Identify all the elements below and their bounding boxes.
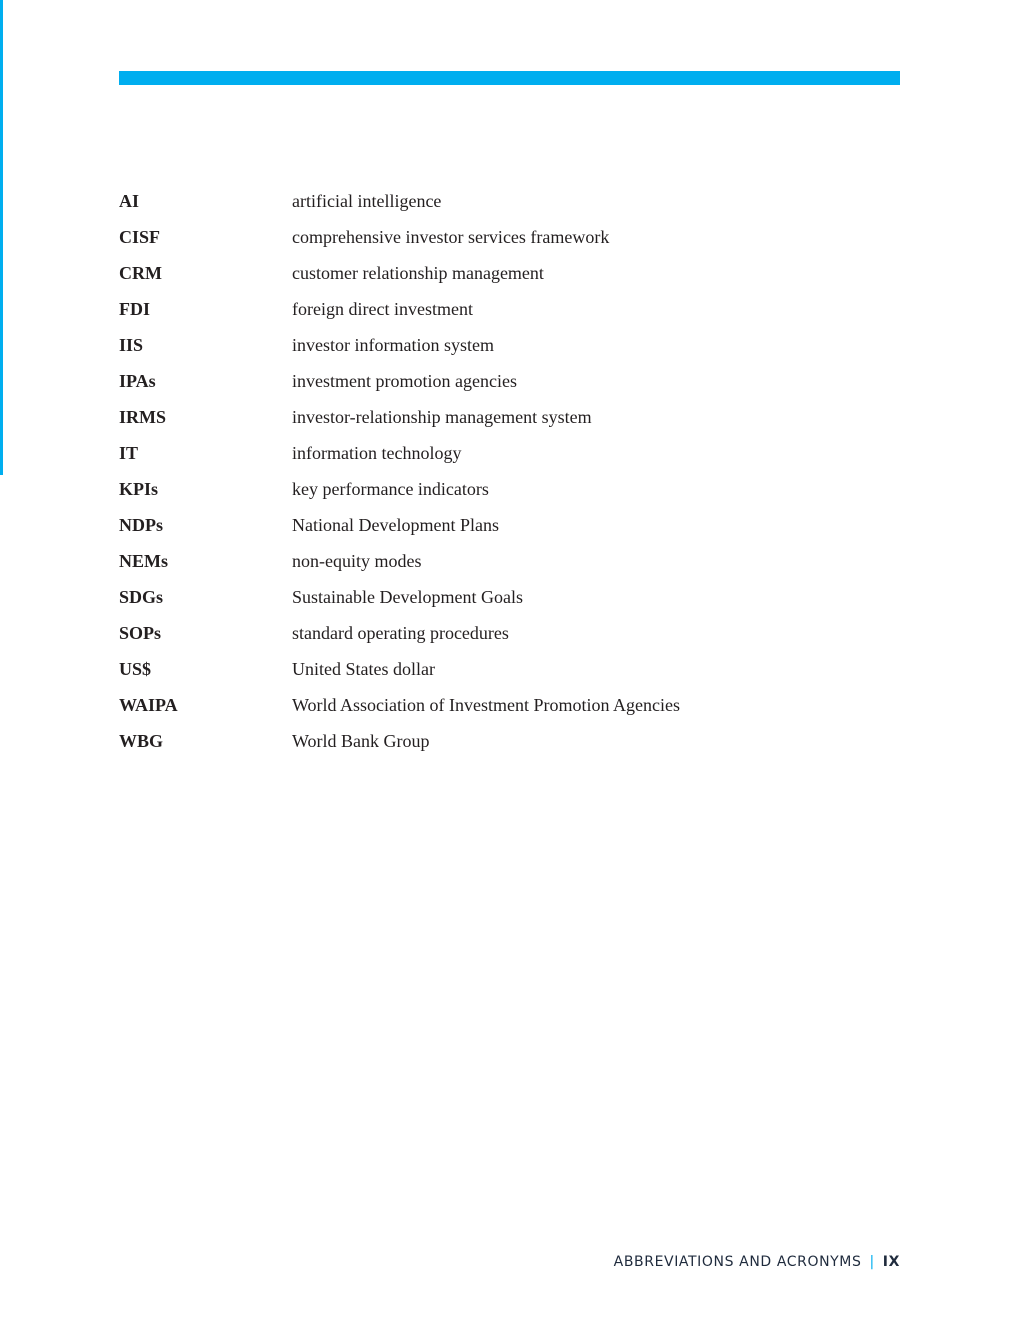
acronym-term: NEMs: [119, 551, 168, 571]
acronym-term: SOPs: [119, 623, 162, 643]
acronym-definition: United States dollar: [292, 659, 435, 679]
acronym-row: [119, 366, 900, 402]
acronym-term: WBG: [119, 731, 164, 751]
page-footer: [614, 1254, 900, 1270]
acronym-definition: Sustainable Development Goals: [292, 587, 523, 607]
acronym-definition: non-equity modes: [292, 551, 422, 571]
acronym-term: IPAs: [119, 371, 156, 391]
acronym-row: [119, 726, 900, 762]
acronym-row: [119, 654, 900, 690]
acronym-definition: information technology: [292, 443, 462, 463]
acronym-definition: investment promotion agencies: [292, 371, 517, 391]
acronym-row: [119, 474, 900, 510]
acronym-definition: customer relationship management: [292, 263, 544, 283]
acronym-row: [119, 402, 900, 438]
acronym-row: [119, 546, 900, 582]
acronym-term: CISF: [119, 227, 161, 247]
acronym-definition: key performance indicators: [292, 479, 489, 499]
acronym-definition: comprehensive investor services framework: [292, 227, 610, 247]
acronym-row: [119, 582, 900, 618]
acronym-row: [119, 222, 900, 258]
acronym-term: NDPs: [119, 515, 163, 535]
acronym-term: CRM: [119, 263, 162, 283]
acronym-row: [119, 438, 900, 474]
footer-section-title: ABBREVIATIONS AND ACRONYMS: [613, 1254, 862, 1270]
acronym-definition: National Development Plans: [292, 515, 499, 535]
acronym-row: [119, 330, 900, 366]
acronym-row: [119, 258, 900, 294]
acronym-term: KPIs: [119, 479, 159, 499]
acronym-definition: standard operating procedures: [292, 623, 509, 643]
acronym-definition: investor information system: [292, 335, 494, 355]
acronym-row: [119, 690, 900, 726]
footer-separator: |: [869, 1254, 875, 1270]
acronym-row: [119, 186, 900, 222]
acronym-term: FDI: [119, 299, 150, 319]
left-edge-accent-bar: [0, 0, 3, 475]
acronym-definition: World Association of Investment Promotion Agencies: [292, 695, 681, 715]
acronym-term: AI: [119, 191, 140, 211]
acronym-term: IIS: [119, 335, 144, 355]
acronym-row: [119, 510, 900, 546]
acronym-definition: World Bank Group: [292, 731, 430, 751]
acronym-term: IT: [119, 443, 139, 463]
acronym-term: WAIPA: [119, 695, 178, 715]
acronym-term: SDGs: [119, 587, 164, 607]
acronym-definition: investor-relationship management system: [292, 407, 592, 427]
acronym-term: IRMS: [119, 407, 167, 427]
acronym-term: US$: [119, 659, 152, 679]
acronym-row: [119, 294, 900, 330]
acronym-definition: foreign direct investment: [292, 299, 473, 319]
acronym-row: [119, 618, 900, 654]
header-accent-rule: [119, 71, 900, 85]
page-number: IX: [882, 1254, 900, 1270]
acronym-list: [119, 186, 900, 762]
acronym-definition: artificial intelligence: [292, 191, 442, 211]
